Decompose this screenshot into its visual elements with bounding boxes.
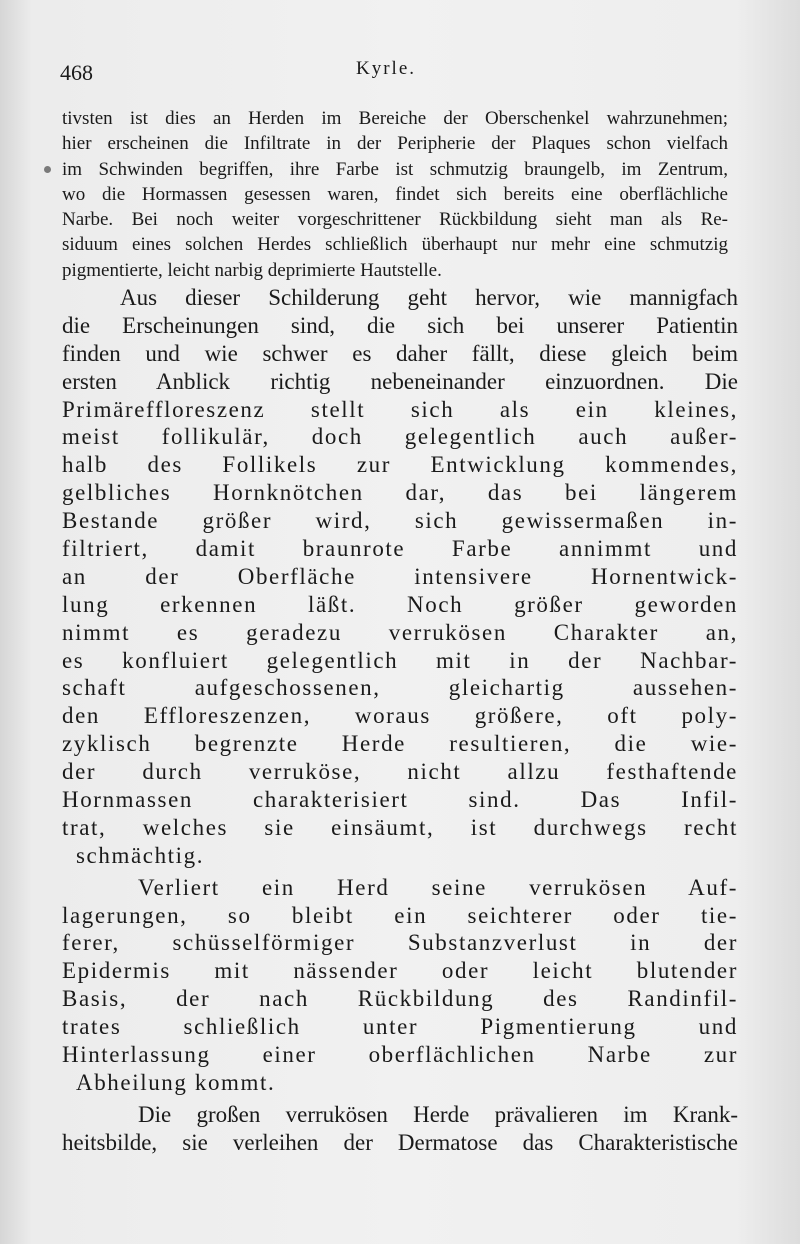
text-line: finden und wie schwer es daher fällt, diese gleich beim: [62, 340, 738, 366]
text-line: tivsten ist dies an Herden im Bereiche der Oberschenkel wahrzunehmen;: [62, 108, 728, 129]
text-line: nimmt es geradezu verrukösen Charakter an,: [62, 619, 738, 645]
text-line: gelbliches Hornknötchen dar, das bei längerem: [62, 480, 738, 506]
text-line: im Schwinden begriffen, ihre Farbe ist schmutzig braungelb, im Zentrum,: [62, 158, 728, 180]
paragraph-small-print: [62, 106, 728, 283]
text-line: an der Oberfläche intensivere Hornentwick-: [62, 563, 738, 589]
text-line: Hinterlassung einer oberflächlichen Narbe zur: [62, 1042, 738, 1068]
text-line: halb des Follikels zur Entwicklung kommendes,: [62, 452, 738, 478]
text-line: ferer, schüsselförmiger Substanzverlust in der: [62, 930, 738, 956]
running-head: Kyrle.: [356, 58, 417, 79]
text-line: Hornmassen charakterisiert sind. Das Infil-: [62, 787, 738, 813]
text-line: siduum eines solchen Herdes schließlich überhaupt nur mehr eine schmutzig: [62, 234, 728, 256]
text-line: lagerungen, so bleibt ein seichterer oder tie-: [62, 902, 738, 928]
text-line: der durch verruköse, nicht allzu festhaftende: [62, 759, 738, 785]
text-line: ersten Anblick richtig nebeneinander einzuordnen. Die: [62, 368, 738, 394]
text-line: Abheilung kommt.: [76, 1069, 276, 1095]
text-line: meist follikulär, doch gelegentlich auch außer-: [62, 424, 738, 450]
page-number: 468: [60, 60, 93, 85]
text-line: Aus dieser Schilderung geht hervor, wie mannigfach: [120, 285, 738, 310]
text-line: den Effloreszenzen, woraus größere, oft poly-: [62, 703, 738, 729]
text-line: die Erscheinungen sind, die sich bei unserer Patientin: [62, 312, 738, 338]
text-line: Basis, der nach Rückbildung des Randinfil-: [62, 986, 738, 1012]
text-line: Bestande größer wird, sich gewissermaßen in-: [62, 508, 738, 534]
text-line: Verliert ein Herd seine verrukösen Auf-: [138, 874, 738, 900]
text-line: Epidermis mit nässender oder leicht blutender: [62, 958, 738, 984]
body-text: [62, 284, 738, 1157]
text-line: Die großen verrukösen Herde prävalieren im Krank-: [138, 1101, 738, 1127]
text-line: filtriert, damit braunrote Farbe annimmt und: [62, 536, 738, 562]
text-line: Primäreffloreszenz stellt sich als ein kleines,: [62, 396, 738, 422]
text-line: trat, welches sie einsäumt, ist durchwegs recht: [62, 814, 738, 840]
text-line: pigmentierte, leicht narbig deprimierte Hautstelle.: [62, 259, 442, 281]
margin-mark: [44, 166, 51, 173]
text-line: heitsbilde, sie verleihen der Dermatose das Charakteristische: [62, 1129, 738, 1155]
text-line: wo die Hormassen gesessen waren, findet sich bereits eine oberflächliche: [62, 183, 728, 205]
text-line: es konfluiert gelegentlich mit in der Nachbar-: [62, 647, 738, 673]
text-line: trates schließlich unter Pigmentierung und: [62, 1014, 738, 1040]
text-line: Narbe. Bei noch weiter vorgeschrittener Rückbildung sieht man als Re-: [62, 209, 728, 231]
text-line: lung erkennen läßt. Noch größer geworden: [62, 591, 738, 617]
text-line: schaft aufgeschossenen, gleichartig aussehen-: [62, 675, 738, 701]
text-line: zyklisch begrenzte Herde resultieren, die wie-: [62, 731, 738, 757]
text-line: hier erscheinen die Infiltrate in der Peripherie der Plaques schon vielfach: [62, 133, 728, 155]
text-line: schmächtig.: [76, 842, 205, 868]
